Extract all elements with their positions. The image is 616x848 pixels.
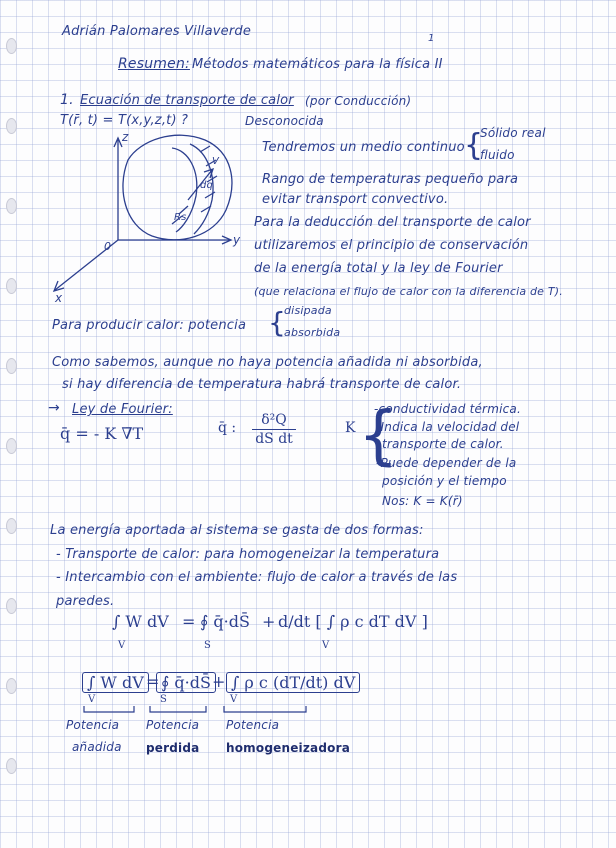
bracket-homogenizing bbox=[224, 706, 306, 712]
label-lost-top: Potencia bbox=[146, 718, 200, 732]
conductivity-note-1: -conductividad térmica. bbox=[374, 402, 521, 416]
eq1-term2-sub: V bbox=[322, 640, 330, 651]
heat-production-text: Para producir calor: potencia bbox=[52, 318, 247, 333]
energy-bullet-2: - Intercambio con el ambiente: flujo de calor a través de las bbox=[56, 570, 458, 585]
document-title: Métodos matemáticos para la física II bbox=[192, 57, 443, 72]
flux-label: dq bbox=[200, 180, 214, 191]
region-label: Rs bbox=[174, 212, 187, 223]
transport-line-2: si hay diferencia de temperatura habrá transporte de calor. bbox=[62, 377, 462, 392]
conductivity-note-3: transporte de calor. bbox=[382, 437, 504, 451]
temperature-formula: T(r̄, t) = T(x,y,z,t) ? bbox=[60, 113, 189, 128]
eq1-plus: + bbox=[262, 612, 276, 631]
bracket-lost bbox=[150, 706, 206, 712]
label-lost-bottom: perdida bbox=[146, 741, 200, 755]
summary-label-text: Resumen: bbox=[118, 56, 190, 72]
eq2-lhs-sub: V bbox=[88, 694, 96, 705]
derivation-line-1: Para la deducción del transporte de calor bbox=[254, 215, 531, 230]
bracket-added bbox=[84, 706, 134, 712]
transport-line-1: Como sabemos, aunque no haya potencia añadida ni absorbida, bbox=[52, 355, 483, 370]
label-homog-bottom: homogeneizadora bbox=[226, 741, 350, 755]
medium-text: Tendremos un medio continuo bbox=[262, 140, 465, 155]
eq2-plus: + bbox=[212, 672, 226, 691]
fourier-title: Ley de Fourier: bbox=[72, 402, 173, 417]
energy-bullet-2b: paredes. bbox=[56, 594, 115, 609]
eq2-lhs: ∫ W dV bbox=[82, 672, 149, 693]
heat-production-brace: { bbox=[268, 306, 287, 339]
conductivity-note-5: posición y el tiempo bbox=[382, 474, 507, 488]
eq2-term1: ∮ q̄·dS̄ bbox=[156, 672, 216, 693]
heat-flux-label: q̄ : bbox=[218, 420, 237, 436]
heat-absorbed: absorbida bbox=[284, 326, 341, 339]
medium-fluid: fluido bbox=[480, 148, 515, 162]
section-number: 1. bbox=[60, 92, 74, 108]
section-title: Ecuación de transporte de calor bbox=[80, 93, 294, 108]
fraction-denominator: dS dt bbox=[255, 431, 293, 447]
eq1-lhs: ∫ W dV bbox=[112, 612, 169, 631]
temperature-unknown: Desconocida bbox=[245, 114, 324, 128]
eq1-lhs-sub: V bbox=[118, 640, 126, 651]
range-line-1: Rango de temperaturas pequeño para bbox=[262, 172, 519, 187]
derivation-line-4: (que relaciona el flujo de calor con la diferencia de T). bbox=[254, 285, 563, 298]
x-axis-label: x bbox=[55, 291, 63, 305]
energy-line-1: La energía aportada al sistema se gasta de dos formas: bbox=[50, 523, 424, 538]
fourier-formula: q̄ = - K ∇̄T bbox=[60, 424, 144, 443]
eq1-term1: ∮ q̄·dS̄ bbox=[200, 612, 250, 631]
author-name: Adrián Palomares Villaverde bbox=[62, 24, 252, 39]
fourier-arrow: → bbox=[48, 400, 60, 416]
conductivity-symbol: K bbox=[345, 420, 356, 436]
label-homog-top: Potencia bbox=[226, 718, 280, 732]
label-added-top: Potencia bbox=[66, 718, 120, 732]
eq2-equals: = bbox=[146, 672, 160, 691]
eq1-term1-sub: S bbox=[204, 640, 211, 651]
origin-label: 0 bbox=[104, 240, 112, 253]
y-axis-label: y bbox=[233, 233, 241, 247]
section-subtitle: (por Conducción) bbox=[305, 94, 412, 108]
eq1-equals: = bbox=[182, 612, 196, 631]
derivation-line-2: utilizaremos el principio de conservación bbox=[254, 238, 529, 253]
eq2-term1-sub: S bbox=[160, 694, 167, 705]
derivation-line-3: de la energía total y la ley de Fourier bbox=[254, 261, 503, 276]
eq2-term2-sub: V bbox=[230, 694, 238, 705]
fraction-numerator: δ²Q bbox=[261, 412, 287, 428]
label-added-bottom: añadida bbox=[72, 740, 122, 754]
heat-dissipated: disipada bbox=[284, 304, 332, 317]
conductivity-note-2: -Indica la velocidad del bbox=[376, 420, 520, 434]
volume-label: V bbox=[212, 156, 220, 167]
conductivity-brace: { bbox=[358, 399, 399, 473]
conductivity-note-4: -Puede depender de la bbox=[376, 456, 517, 470]
energy-bullet-1: - Transporte de calor: para homogeneizar la temperatura bbox=[56, 547, 440, 562]
medium-brace: { bbox=[464, 128, 484, 163]
range-line-2: evitar transport convectivo. bbox=[262, 192, 449, 207]
medium-solid: Sólido real bbox=[480, 126, 546, 140]
z-axis-label: z bbox=[122, 130, 129, 144]
eq2-term2: ∫ ρ c (dT/dt) dV bbox=[226, 672, 360, 693]
eq1-term2: d/dt [ ∫ ρ c dT dV ] bbox=[278, 612, 428, 631]
page-mark: 1 bbox=[428, 33, 435, 44]
conductivity-note-6: Nos: K = K(r̄) bbox=[382, 494, 463, 508]
